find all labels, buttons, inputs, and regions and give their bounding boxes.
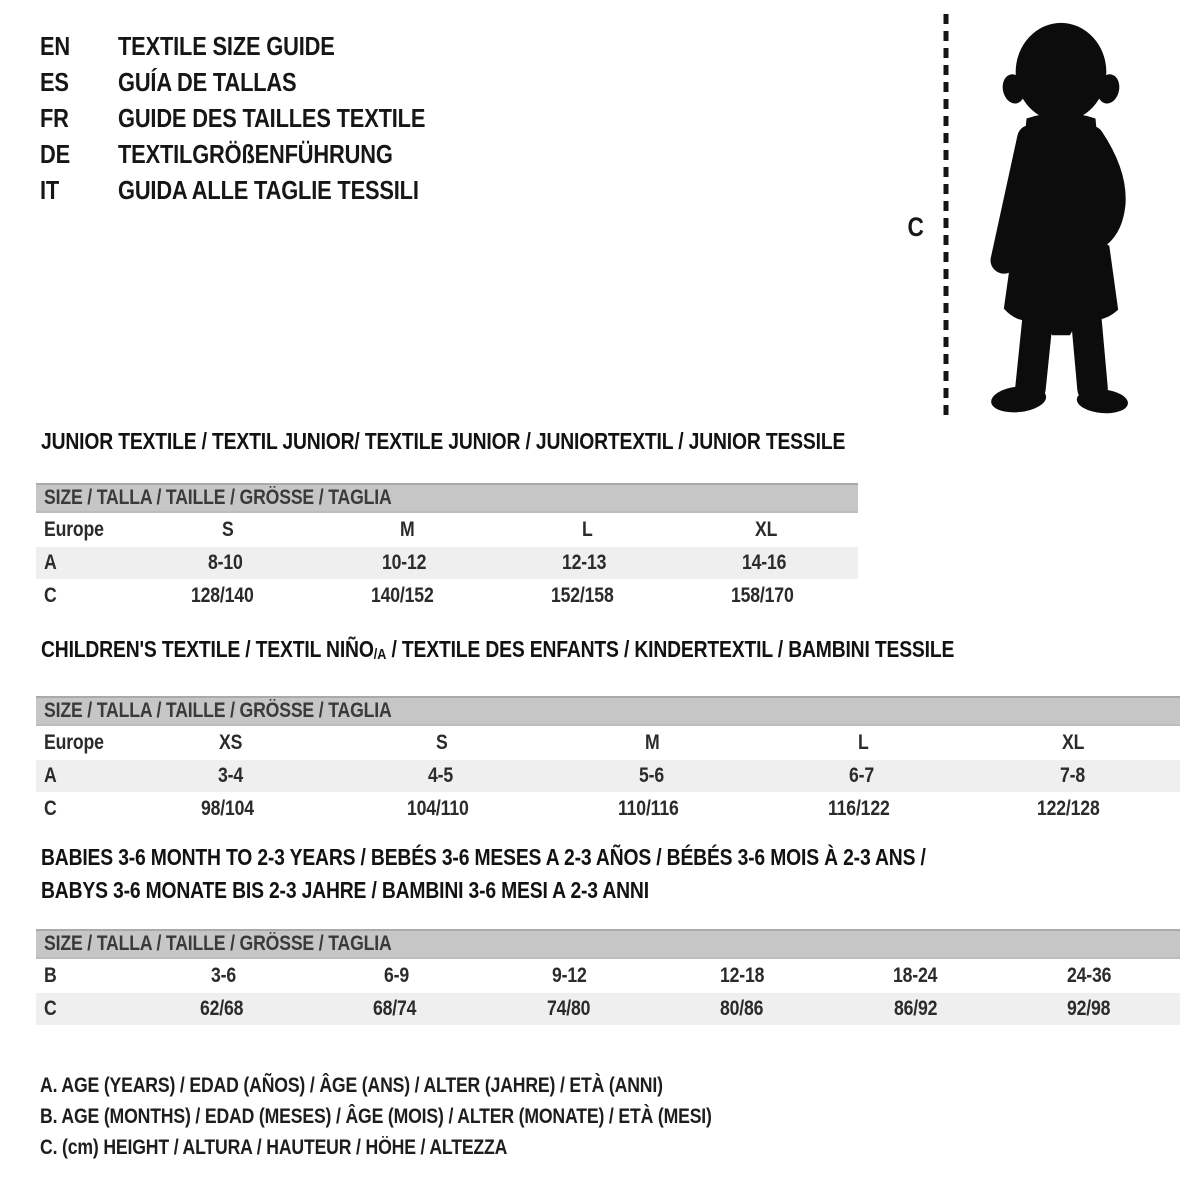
table-row-age	[36, 760, 1180, 792]
height-cell: 116/122	[827, 797, 890, 820]
height-cell: 122/128	[1037, 797, 1101, 820]
size-cell: S	[221, 518, 234, 541]
list-item	[40, 64, 484, 100]
language-title-list	[40, 28, 484, 208]
age-cell: 14-16	[741, 551, 787, 574]
height-cell: 86/92	[893, 997, 938, 1020]
age-cell: 12-13	[561, 551, 607, 574]
list-item	[40, 172, 484, 208]
height-cell: 74/80	[546, 997, 591, 1020]
list-item	[40, 28, 484, 64]
table-row-height	[36, 579, 858, 613]
height-cell: 68/74	[373, 997, 417, 1020]
months-cell: 18-24	[893, 964, 938, 987]
size-cell: XL	[754, 518, 778, 541]
height-measure-figure	[900, 10, 1185, 425]
age-cell: 6-7	[849, 764, 875, 787]
guide-title: TEXTILGRÖßENFÜHRUNG	[118, 138, 393, 169]
guide-title: GUÍA DE TALLAS	[118, 66, 297, 97]
legend-line-age-years: A. AGE (YEARS) / EDAD (AÑOS) / ÂGE (ANS) / ALTER (JAHRE) / ETÀ (ANNI)	[40, 1073, 663, 1097]
row-label: C	[44, 797, 57, 820]
size-cell: S	[436, 731, 448, 754]
height-cell: 128/140	[191, 584, 254, 607]
table-row-height	[36, 993, 1180, 1025]
junior-textile-section	[36, 428, 858, 613]
table-row-months	[36, 959, 1180, 993]
height-cell: 80/86	[720, 997, 764, 1020]
size-cell: L	[581, 518, 593, 541]
size-header-label: SIZE / TALLA / TAILLE / GRÖSSE / TAGLIA	[44, 486, 392, 509]
list-item	[40, 136, 484, 172]
row-label: Europe	[44, 518, 104, 541]
size-cell: M	[399, 518, 415, 541]
size-cell: L	[857, 731, 869, 754]
row-label: A	[44, 764, 57, 787]
section-title: JUNIOR TEXTILE / TEXTIL JUNIOR/ TEXTILE JUNIOR / JUNIORTEXTIL / JUNIOR TESSILE	[41, 428, 846, 454]
table-row-height	[36, 792, 1180, 826]
table-row-europe	[36, 513, 858, 547]
guide-title: GUIDA ALLE TAGLIE TESSILI	[118, 174, 419, 205]
height-cell: 158/170	[730, 584, 794, 607]
childrens-textile-section	[36, 636, 1180, 826]
language-code: ES	[40, 66, 69, 97]
section-title: CHILDREN'S TEXTILE / TEXTIL NIÑO/A / TEXTILE DES ENFANTS / KINDERTEXTIL / BAMBINI TESSILE	[41, 636, 955, 663]
months-cell: 12-18	[719, 964, 765, 987]
measure-c-label: C	[907, 212, 924, 242]
row-label: Europe	[44, 731, 104, 754]
age-cell: 3-4	[217, 764, 243, 787]
height-cell: 62/68	[199, 997, 244, 1020]
legend-line-height: C. (cm) HEIGHT / ALTURA / HAUTEUR / HÖHE / ALTEZZA	[40, 1135, 508, 1159]
table-row-age	[36, 547, 858, 579]
age-cell: 7-8	[1059, 764, 1085, 787]
age-cell: 4-5	[428, 764, 454, 787]
toddler-silhouette-icon	[972, 16, 1150, 420]
row-label: B	[44, 964, 57, 987]
size-header-label: SIZE / TALLA / TAILLE / GRÖSSE / TAGLIA	[44, 932, 392, 955]
height-cell: 110/116	[617, 797, 679, 820]
section-title: BABIES 3-6 MONTH TO 2-3 YEARS / BEBÉS 3-6 MESES A 2-3 AÑOS / BÉBÉS 3-6 MOIS À 2-3 ANS / BABYS 3-6 MONATE BIS 2-3 JAHRE / BAMBINI 3-6 MESI A 2-3 ANNI	[41, 844, 926, 903]
language-code: FR	[40, 102, 69, 133]
height-cell: 152/158	[551, 584, 614, 607]
nino-a-subscript: /A	[373, 646, 387, 663]
size-cell: XS	[218, 731, 243, 754]
table-row-europe	[36, 726, 1180, 760]
measure-legend	[40, 1070, 840, 1163]
height-cell: 104/110	[406, 797, 469, 820]
age-cell: 10-12	[382, 551, 427, 574]
height-cell: 140/152	[371, 584, 434, 607]
babies-textile-section	[36, 841, 1180, 1025]
row-label: C	[44, 997, 57, 1020]
language-code: DE	[40, 138, 71, 169]
months-cell: 6-9	[384, 964, 410, 987]
row-label: C	[44, 584, 57, 607]
list-item	[40, 100, 484, 136]
language-code: IT	[40, 174, 60, 205]
size-header-label: SIZE / TALLA / TAILLE / GRÖSSE / TAGLIA	[44, 699, 392, 722]
age-cell: 8-10	[208, 551, 243, 574]
age-cell: 5-6	[638, 764, 664, 787]
months-cell: 24-36	[1066, 964, 1112, 987]
guide-title: TEXTILE SIZE GUIDE	[118, 30, 335, 61]
height-cell: 92/98	[1067, 997, 1111, 1020]
language-code: EN	[40, 30, 71, 61]
months-cell: 3-6	[210, 964, 236, 987]
legend-line-age-months: B. AGE (MONTHS) / EDAD (MESES) / ÂGE (MOIS) / ALTER (MONATE) / ETÀ (MESI)	[40, 1104, 712, 1128]
guide-title: GUIDE DES TAILLES TEXTILE	[118, 102, 426, 133]
size-header-bar	[36, 483, 858, 513]
height-measure-dashed-line	[942, 14, 950, 420]
months-cell: 9-12	[552, 964, 587, 987]
height-cell: 98/104	[201, 797, 255, 820]
size-header-bar	[36, 929, 1180, 959]
size-cell: XL	[1061, 731, 1084, 754]
size-cell: M	[645, 731, 660, 754]
row-label: A	[44, 551, 57, 574]
size-header-bar	[36, 696, 1180, 726]
